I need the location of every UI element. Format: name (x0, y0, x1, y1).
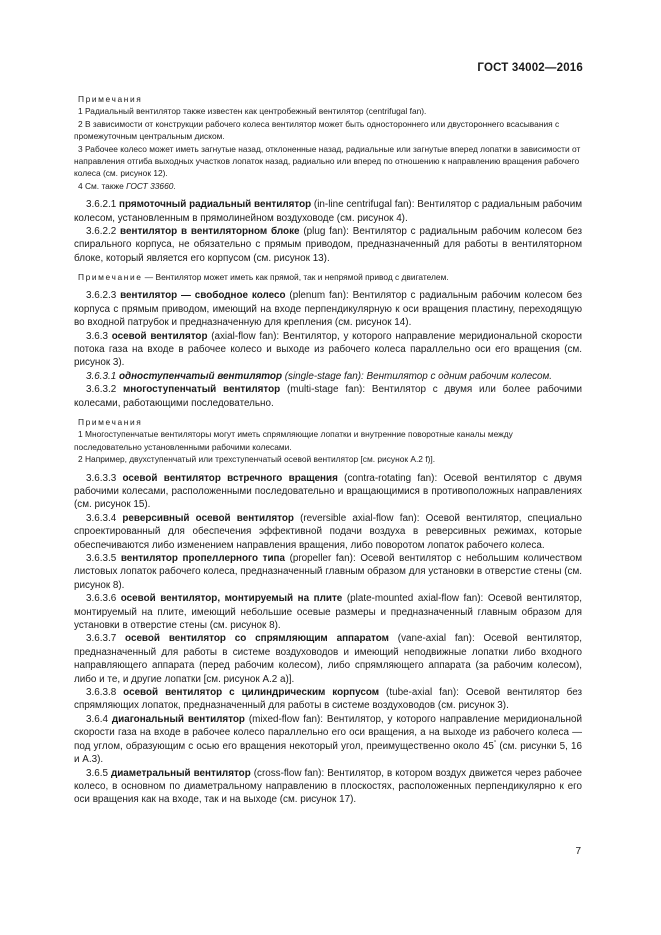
note-item (74, 180, 582, 192)
clause-number: 3.6.2.3 (86, 290, 121, 302)
clause-3-6-3 (74, 330, 582, 370)
notes-block-2 (74, 416, 582, 466)
clause-3-6-4 (74, 713, 582, 767)
clause-3-6-3-5 (74, 552, 582, 592)
clause-number: 3.6.3 (86, 330, 112, 342)
clause-text-end: (см. рисунки 5, 16 и А.3). (74, 740, 582, 766)
clause-number: 3.6.5 (86, 767, 111, 779)
clause-text: (in-line centrifugal fan): Вентилятор с радиальным рабочим колесом, установленным в прямолинейном воздуховоде (см. рисунок 4). (74, 199, 582, 224)
note-item: 3 Рабочее колесо может иметь загнутые назад, отклоненные назад, радиальные или загнутые вперед лопатки в зависимости от направления отгиба выходных участков лопаток назад, радиально или вперед по отношению к направлению вращения рабочего колеса (см. рисунок 12). (74, 143, 581, 179)
clause-text: (tube-axial fan): Осевой вентилятор без спрямляющих лопаток, предназначенный для работы в системе воздуховодов (см. рисунок 3). (74, 687, 582, 712)
clause-number: 3.6.3.5 (86, 553, 121, 564)
clause-text: (mixed-flow fan): Вентилятор, у которого направление меридиональной скорости газа на входе в рабочее колесо параллельно его оси вращения, а на выходе из рабочего колеса — под углом, образующим с осью его вращения некоторый угол, преимущественно около 45 (74, 713, 582, 752)
clause-number: 3.6.3.1 (86, 370, 119, 382)
notes-block-1 (74, 93, 582, 192)
clause-text: (plate-mounted axial-flow fan): Осевой вентилятор, монтируемый на плите, имеющий небольшие осевые размеры и предназначенный главным образом для установки в отверстие стены (см. рисунок 8). (74, 593, 582, 632)
page-number: 7 (575, 846, 581, 857)
clause-3-6-3-6 (74, 592, 582, 632)
clause-text: (contra-rotating fan): Осевой вентилятор с двумя рабочими колесами, расположенными последовательно и вращающимися в противоположных направлениях (см. рисунок 15). (74, 472, 582, 511)
clause-number: 3.6.3.7 (86, 633, 126, 645)
note-item: 1 Многоступенчатые вентиляторы могут иметь спрямляющие лопатки и внутренние поворотные каналы между последовательно установленными рабочими колесами. (74, 429, 513, 452)
clause-3-6-3-2 (74, 383, 582, 410)
clause-3-6-3-7 (74, 632, 582, 686)
document-code: ГОСТ 34002—2016 (477, 62, 583, 74)
note-item-end: . (173, 180, 176, 191)
clause-3-6-2-1 (74, 198, 582, 225)
notes-title: Примечания (78, 94, 143, 104)
note-item: 1 Радиальный вентилятор также известен как центробежный вентилятор (centrifugal fan). (78, 106, 427, 117)
clause-term: осевой вентилятор со спрямляющим аппаратом (125, 633, 389, 645)
clause-term: вентилятор пропеллерного типа (120, 553, 285, 564)
clause-term: вентилятор — свободное колесо (120, 290, 286, 302)
clause-text: (plenum fan): Вентилятор с радиальным рабочим колесом без корпуса с прямым приводом, имеющий на входе перпендикулярную к оси вращения пластину, переходящую во входной патрубок и предназначенную для крепления (см. рисунок 14). (74, 290, 582, 329)
clause-3-6-5 (74, 767, 582, 807)
clause-term: реверсивный осевой вентилятор (122, 512, 294, 524)
clause-text: (reversible axial-flow fan): Осевой вентилятор, специально спроектированный для обеспечения эффективной подачи воздуха в реверсивных режимах, которые обеспечиваются либо изменением направления вращения, либо поворотом лопаток рабочего колеса. (74, 512, 582, 551)
clause-term: осевой вентилятор с цилиндрическим корпусом (123, 687, 380, 699)
clause-3-6-3-1 (74, 370, 582, 383)
degree-sign: ° (493, 740, 497, 747)
note-item: 2 Например, двухступенчатый или трехступенчатый осевой вентилятор [см. рисунок А.2 f)]. (78, 454, 436, 465)
clause-number: 3.6.3.6 (86, 593, 121, 605)
standard-reference: ГОСТ 33660 (126, 180, 174, 191)
clause-number: 3.6.4 (86, 713, 112, 725)
page-content (74, 93, 582, 807)
note-drive (74, 271, 582, 283)
clause-number: 3.6.2.2 (86, 226, 121, 238)
clause-text: (propeller fan): Осевой вентилятор с небольшим количеством листовых лопаток рабочего колеса, предназначенный главным образом для установки в отверстие стены (см. рисунок 8). (74, 553, 582, 591)
note-item-text: 4 См. также (78, 180, 127, 191)
clause-number: 3.6.3.8 (86, 687, 124, 699)
clause-number: 3.6.3.3 (86, 472, 123, 484)
note-title: Примечание (78, 272, 143, 283)
clause-3-6-3-3 (74, 472, 582, 512)
clause-3-6-2-3 (74, 289, 582, 329)
notes-title: Примечания (78, 416, 143, 427)
clause-text: (axial-flow fan): Вентилятор, у которого направление меридиональной скорости потока газа на входе в рабочее колесо и выходе из рабочего колеса параллельно оси его вращения (см. рисунок 3). (74, 330, 582, 369)
clause-3-6-2-2 (74, 225, 582, 265)
clause-term: осевой вентилятор встречного вращения (122, 472, 338, 484)
clause-text: (vane-axial fan): Осевой вентилятор, предназначенный для работы в системе воздуховодов и имеющий неподвижные лопатки либо входного направляющего аппарата (перед рабочим колесом), либо спрямляющего аппарата (за рабочим колесом), либо и те, и другие лопатки [см. рисунок А.2 а)]. (74, 633, 582, 685)
clause-3-6-3-4 (74, 512, 582, 552)
clause-3-6-3-8 (74, 686, 582, 713)
clause-text: (cross-flow fan): Вентилятор, в котором воздух движется через рабочее колесо, в основном по диаметральному направлению в плоскостях, расположенных перпендикулярно к его оси вращения как на входе, так и на выходе (см. рисунок 17). (74, 767, 582, 806)
clause-term: прямоточный радиальный вентилятор (119, 199, 312, 211)
clause-number: 3.6.2.1 (86, 199, 119, 211)
note-text: — Вентилятор может иметь как прямой, так и непрямой привод с двигателем. (142, 272, 449, 283)
clause-term: осевой вентилятор (111, 330, 208, 342)
clause-number: 3.6.3.2 (86, 384, 123, 396)
clause-term: диаметральный вентилятор (110, 767, 251, 779)
clause-text: (multi-stage fan): Вентилятор с двумя или более рабочими колесами, работающими последовательно. (74, 384, 582, 409)
clause-text: (single-stage fan): Вентилятор с одним рабочим колесом. (282, 370, 553, 382)
clause-term: одноступенчатый вентилятор (118, 370, 282, 382)
clause-term: многоступенчатый вентилятор (123, 384, 281, 396)
clause-term: вентилятор в вентиляторном блоке (120, 226, 300, 238)
clause-text: (plug fan): Вентилятор с радиальным рабочим колесом без спирального корпуса, не обязательно с прямым приводом, предназначенный для работы в вентиляторном блоке, который является его корпусом (см. рисунок 13). (74, 226, 583, 264)
clause-term: диагональный вентилятор (111, 713, 245, 725)
note-item: 2 В зависимости от конструкции рабочего колеса вентилятор может быть одностороннего или двустороннего всасывания с промежуточным центральным диском. (74, 118, 560, 142)
clause-number: 3.6.3.4 (86, 512, 123, 524)
clause-term: осевой вентилятор, монтируемый на плите (120, 593, 343, 605)
